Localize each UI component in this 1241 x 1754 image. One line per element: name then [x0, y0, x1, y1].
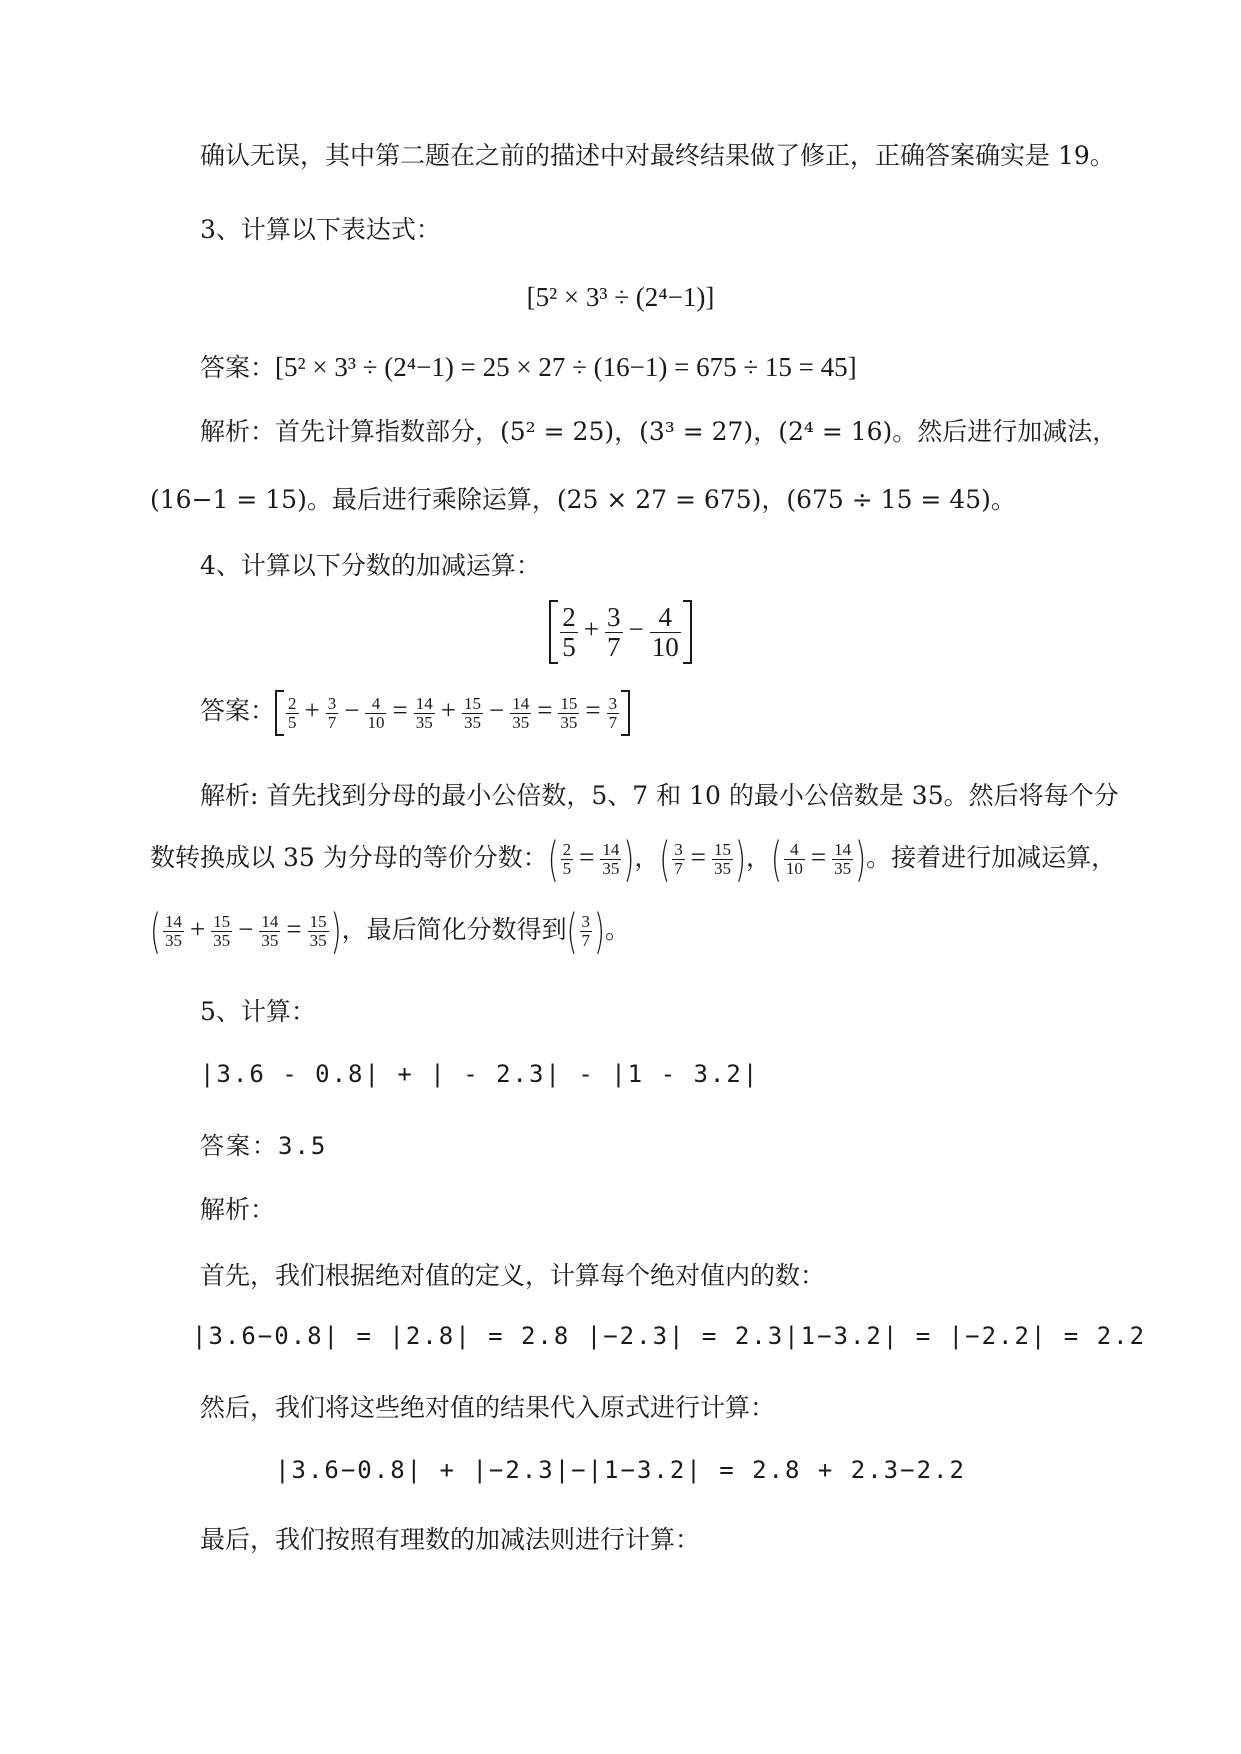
- q4-analysis-line-2: [150, 831, 1117, 888]
- q4-answer-label: 答案：: [200, 696, 276, 726]
- q4-expression: $\frac{2}{5}$ + $\frac{3}{7}$ − $\frac{4}{10}$: [0, 600, 1241, 664]
- q4-answer: [200, 690, 630, 736]
- q5-step1-text: 首先，我们根据绝对值的定义，计算每个绝对值内的数：: [200, 1261, 826, 1290]
- q4-analysis-text: 数转换成以 35 为分母的等价分数：: [150, 843, 548, 872]
- fraction-equation: ( $\frac{3}{7}$ = $\frac{15}{35}$ ): [659, 831, 746, 888]
- q3-answer-label: 答案：: [200, 353, 276, 382]
- q4-analysis-text: ，最后简化分数得到: [341, 915, 567, 944]
- q3-answer-math: [5² × 3³ ÷ (2⁴−1) = 25 × 27 ÷ (16−1) = 675 ÷ 15 = 45]: [275, 352, 857, 382]
- q4-title: 4、计算以下分数的加减运算：: [200, 551, 541, 580]
- q5-step1-math: |3.6−0.8| = |2.8| = 2.8 |−2.3| = 2.3|1−3.2| = |−2.2| = 2.2: [192, 1322, 1147, 1350]
- q3-answer: [200, 348, 857, 384]
- q5-step2-math: |3.6−0.8| + |−2.3|−|1−3.2| = 2.8 + 2.3−2.2: [275, 1456, 966, 1484]
- q4-analysis-text: 。: [604, 915, 630, 944]
- fraction-equation: ( $\frac{4}{10}$ = $\frac{14}{35}$ ): [770, 831, 867, 888]
- q3-title: 3、计算以下表达式：: [200, 215, 441, 244]
- fraction: $\frac{4}{10}$: [651, 602, 679, 662]
- q3-analysis-text: 首先计算指数部分，(5² = 25)，(3³ = 27)，(2⁴ = 16)。然后进行加减法，: [275, 417, 1118, 446]
- right-bracket: [683, 600, 692, 664]
- q4-answer-math: $\frac{2}{5}$ + $\frac{3}{7}$ − $\frac{4}{10}$ = $\frac{14}{35}$ + $\frac{15}{35}$ − $\frac{14}{35}$ = $\frac{15}{35}$ = $\frac{3}{7}$: [275, 695, 630, 725]
- q3-analysis-line-1: [200, 412, 1117, 448]
- q5-expression: |3.6 - 0.8| + | - 2.3| - |1 - 3.2|: [200, 1060, 760, 1088]
- left-bracket: [549, 600, 558, 664]
- q5-answer: 答案：3.5: [200, 1132, 328, 1160]
- q3-expression: [5² × 3³ ÷ (2⁴−1)]: [526, 282, 715, 312]
- q5-analysis-label: 解析：: [200, 1195, 276, 1224]
- q4-analysis-line-3: [150, 903, 630, 960]
- q4-analysis-line-1: 解析: 首先找到分母的最小公倍数，5、7 和 10 的最小公倍数是 35。然后将每个分: [200, 781, 1119, 810]
- fraction: $\frac{2}{5}$: [562, 602, 576, 662]
- confirm-paragraph: 确认无误，其中第二题在之前的描述中对最终结果做了修正，正确答案确实是 19。: [200, 141, 1115, 170]
- q5-step2-text: 然后，我们将这些绝对值的结果代入原式进行计算：: [200, 1393, 776, 1422]
- fraction-equation: ( $\frac{2}{5}$ = $\frac{14}{35}$ ): [547, 831, 635, 888]
- separator: ，: [745, 843, 771, 872]
- fraction-equation: ( $\frac{14}{35}$ + $\frac{15}{35}$ − $\frac{14}{35}$ = $\frac{15}{35}$ ): [150, 903, 342, 960]
- q3-analysis-label: 解析：: [200, 417, 276, 446]
- q4-analysis-text: 。接着进行加减运算，: [866, 843, 1117, 872]
- q5-title: 5、计算：: [200, 997, 316, 1026]
- q5-step3-text: 最后，我们按照有理数的加减法则进行计算：: [200, 1525, 701, 1554]
- fraction-result: ( $\frac{3}{7}$ ): [566, 903, 605, 960]
- separator: ，: [634, 843, 660, 872]
- fraction: $\frac{3}{7}$: [607, 602, 621, 662]
- q3-analysis-line-2: (16−1 = 15)。最后进行乘除运算，(25 × 27 = 675)，(675 ÷ 15 = 45)。: [150, 485, 1016, 514]
